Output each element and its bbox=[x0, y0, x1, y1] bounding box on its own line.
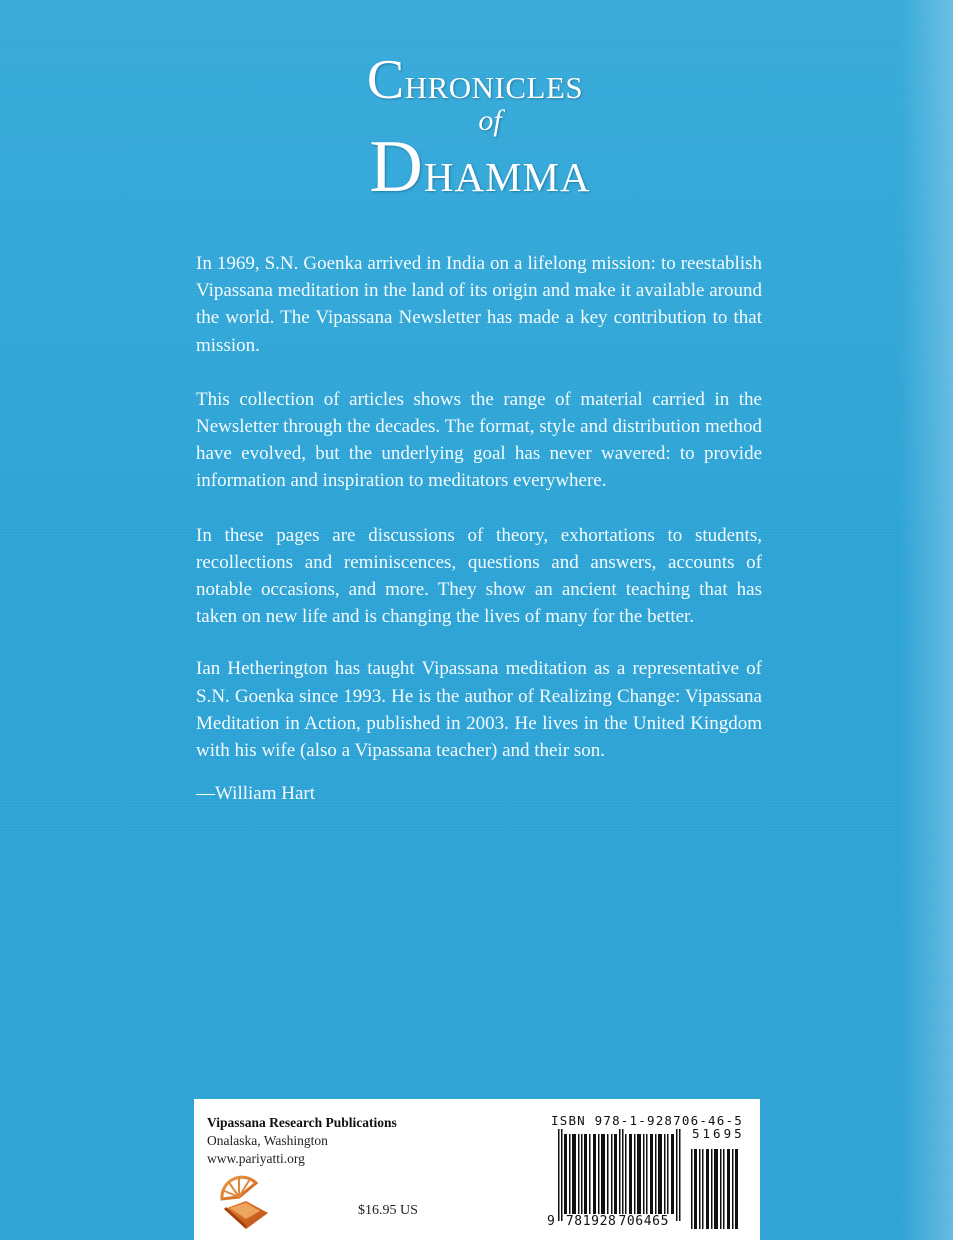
blurb-author-bio: Ian Hetherington has taught Vipassana meditation as a representative of S.N. Goenka since 1993. He is the author of Realizing Change: Vipassana Meditation in Action, published in 2003. He lives in the United Kingdom with his wife (also a Vipassana teacher) and their son. bbox=[196, 658, 762, 762]
isbn-label: ISBN 978-1-928706-46-5 bbox=[551, 1113, 743, 1128]
price: $16.95 US bbox=[358, 1203, 418, 1218]
blurb-paragraph-1: In 1969, S.N. Goenka arrived in India on a lifelong mission: to reestablish Vipassana meditation in the land of its origin and make it available around the world. The Vipassana Newsletter has made a key contribution to that mission. bbox=[196, 253, 762, 356]
title-chronicles-initial: C bbox=[366, 49, 405, 111]
blurb-paragraph-3: In these pages are discussions of theory, exhortations to students, recollections and reminiscences, questions and answers, accounts of notable occasions, and more. They show an ancient teaching that has taken on new life and is changing the lives of many for the better. bbox=[196, 524, 762, 628]
title-dhamma-initial: D bbox=[369, 126, 424, 208]
ean-group-2: 706465 bbox=[618, 1214, 669, 1229]
ean-digits bbox=[546, 1214, 670, 1229]
isbn-addon-price-code: 51695 bbox=[692, 1126, 745, 1141]
blurb-signature: —William Hart bbox=[196, 783, 316, 805]
title-dhamma-rest: hamma bbox=[423, 139, 591, 204]
title-dhamma bbox=[295, 126, 665, 208]
blurb-paragraph-2: This collection of articles shows the range of material carried in the Newsletter through the decades. The format, style and distribution method have evolved, but the underlying goal has never wavered: to provide information and inspiration to meditators everywhere. bbox=[196, 388, 762, 492]
publisher-url[interactable]: www.pariyatti.org bbox=[207, 1151, 305, 1166]
dharma-wheel-book-logo-icon bbox=[216, 1173, 274, 1231]
ean-group-1: 781928 bbox=[565, 1214, 617, 1229]
title-chronicles bbox=[300, 49, 650, 112]
blurb bbox=[196, 250, 762, 834]
ean-first-digit: 9 bbox=[547, 1214, 556, 1229]
publisher-name: Vipassana Research Publications bbox=[207, 1115, 397, 1130]
publisher-block bbox=[207, 1114, 397, 1168]
publisher-location: Onalaska, Washington bbox=[207, 1133, 328, 1148]
title-chronicles-rest: hronicles bbox=[404, 59, 584, 108]
title-of: of bbox=[478, 104, 502, 137]
publisher-info-box bbox=[194, 1099, 760, 1240]
